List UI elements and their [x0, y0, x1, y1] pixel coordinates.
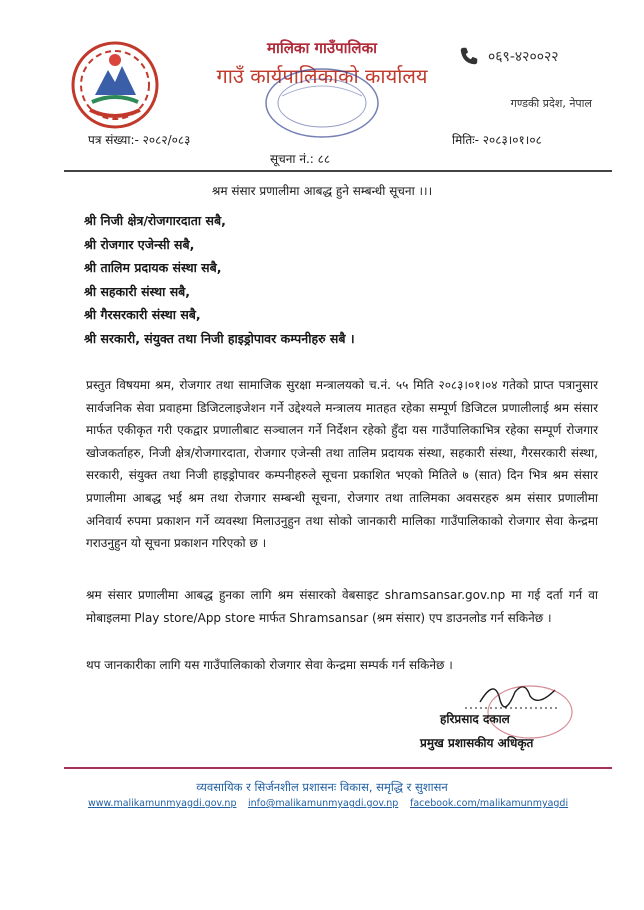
recipient-line: श्री सरकारी, संयुक्त तथा निजी हाइड्रोपावर कम्पनीहरु सबै ।	[84, 331, 355, 346]
signature-icon	[420, 672, 580, 742]
footer-motto: व्यवसायिक र सिर्जनशील प्रशासनः विकास, समृद्धि र सुशासन	[196, 780, 448, 794]
recipient-line: श्री तालिम प्रदायक संस्था सबै,	[84, 260, 222, 275]
recipient-line: श्री सहकारी संस्था सबै,	[84, 284, 191, 299]
footer-website-link[interactable]: www.malikamunmyagdi.gov.np	[88, 798, 237, 809]
province: गण्डकी प्रदेश, नेपाल	[510, 97, 592, 110]
footer-facebook-link[interactable]: facebook.com/malikamunmyagdi	[410, 798, 569, 809]
phone-icon	[458, 45, 480, 67]
municipality-name: मालिका गाउँपालिका	[267, 39, 377, 57]
phone-number: ०६९-४२००२२	[488, 48, 559, 65]
notice-number: सूचना नं.: ८८	[270, 152, 331, 166]
recipient-line: श्री निजी क्षेत्र/रोजगारदाता सबै,	[84, 213, 226, 228]
recipient-line: श्री गैरसरकारी संस्था सबै,	[84, 307, 201, 322]
office-name: गाउँ कार्यपालिकाको कार्यालय	[216, 64, 428, 88]
subject-line: श्रम संसार प्रणालीमा आबद्ध हुने सम्बन्धी सूचना ।।।	[211, 184, 433, 198]
recipient-line: श्री रोजगार एजेन्सी सबै,	[84, 237, 195, 252]
body-paragraph-3: थप जानकारीका लागि यस गाउँपालिकाको रोजगार सेवा केन्द्रमा सम्पर्क गर्न सकिनेछ ।	[86, 658, 453, 672]
footer-divider	[64, 767, 612, 769]
footer-email-link[interactable]: info@malikamunmyagdi.gov.np	[248, 798, 399, 809]
letter-number: पत्र संख्या:- २०८२/०८३	[88, 133, 191, 147]
body-paragraph-2: श्रम संसार प्रणालीमा आबद्ध हुनका लागि श्रम संसारको वेबसाइट shramsansar.gov.np मा गई दर्ता गर्न वा मोबाइलमा Play store/App store मार्फत Shramsansar (श्रम संसार) एप डाउनलोड गर्न सकिनेछ ।	[86, 588, 598, 625]
body-paragraph-1: प्रस्तुत विषयमा श्रम, रोजगार तथा सामाजिक सुरक्षा मन्त्रालयको च.नं. ५५ मिति २०८३।०१।०४ गतेको प्राप्त पत्रानुसार सार्वजनिक सेवा प्रवाहमा डिजिटलाइजेशन गर्ने उद्देश्यले मन्त्रालय मातहत रहेका सम्पूर्ण डिजिटल प्रणालीलाई श्रम संसार मार्फत एकीकृत गरी एकद्वार प्रणालीबाट सञ्चालन गर्ने निर्देशन रहेको हुँदा यस गाउँपालिकाभित्र रहेका सम्पूर्ण रोजगार खोजकर्ताहरु, निजी क्षेत्र/रोजगारदाता, रोजगार एजेन्सी तथा तालिम प्रदायक संस्था, सहकारी संस्था, गैरसरकारी संस्था, सरकारी, संयुक्त तथा निजी हाइड्रोपावर कम्पनीहरुले सूचना प्रकाशित भएको मितिले ७ (सात) दिन भित्र श्रम संसार प्रणालीमा आबद्ध भई श्रम तथा रोजगार सम्बन्धी सूचना, रोजगार तथा तालिमका अवसरहरु श्रम संसार प्रणालीमा अनिवार्य रुपमा प्रकाशन गर्ने व्यवस्था मिलाउनुहुन तथा सोको जानकारी मालिका गाउँपालिकाको रोजगार सेवा केन्द्रमा गराउनुहुन यो सूचना प्रकाशन गरिएको छ ।	[86, 378, 598, 551]
office-stamp-icon	[262, 66, 382, 140]
letter-date: मितिः- २०८३।०१।०८	[452, 133, 542, 147]
header-divider	[64, 170, 612, 172]
signatory-title: प्रमुख प्रशासकीय अधिकृत	[420, 736, 534, 750]
phone-contact	[458, 45, 559, 67]
signatory-name: हरिप्रसाद दकाल	[440, 712, 510, 726]
